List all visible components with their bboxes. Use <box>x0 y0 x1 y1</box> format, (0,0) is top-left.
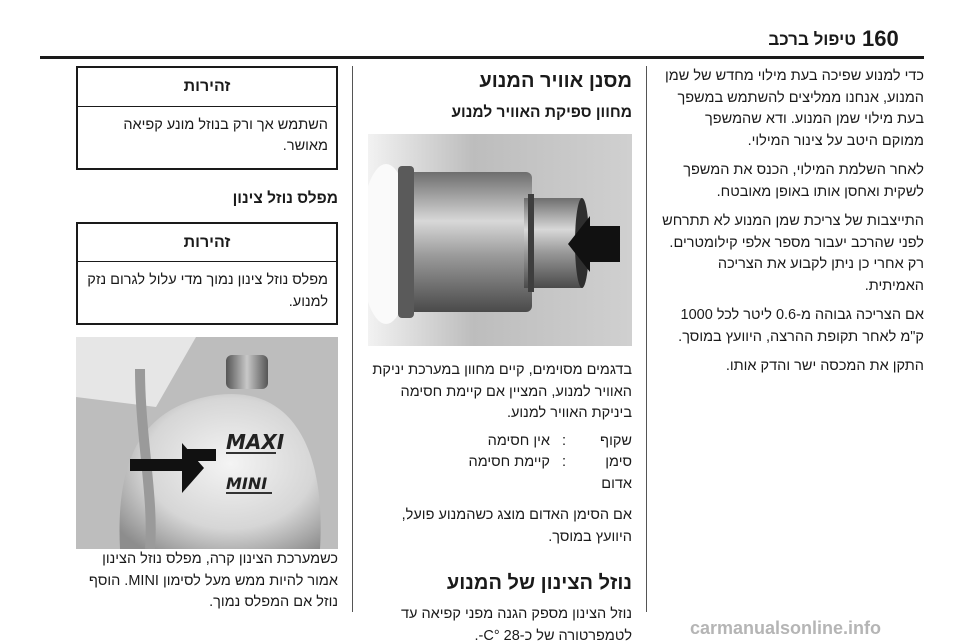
legend-row <box>368 431 632 453</box>
caution-text: מפלס נוזל צינון נמוך מדי עלול לגרום נזק למנוע. <box>87 272 328 310</box>
max-mark-label: MAXI <box>226 430 285 454</box>
column-middle <box>368 66 632 642</box>
watermark[interactable]: carmanualsonline.info <box>690 618 882 638</box>
air-flow-indicator-illustration <box>368 134 632 346</box>
column-divider <box>352 66 353 612</box>
caution-title: זהירות <box>78 224 336 263</box>
caution-text: השתמש אך ורק בנוזל מונע קפיאה מאושר. <box>123 116 328 154</box>
coolant-reservoir-illustration <box>76 337 338 549</box>
section-heading: נוזל הצינון של המנוע <box>446 572 632 594</box>
paragraph: אם הצריכה גבוהה מ-0.6 ליטר לכל 1000 ק"מ לאחר תקופת ההרצה, היוועץ במוסך. <box>678 307 924 345</box>
section-heading: מסנן אוויר המנוע <box>479 70 632 92</box>
legend-value: קיימת חסימה <box>468 454 550 470</box>
min-mark-label: MINI <box>226 474 268 493</box>
header-rule <box>40 56 924 59</box>
legend-separator: : <box>561 432 567 449</box>
column-divider <box>646 66 647 612</box>
page-number: 160 <box>862 26 899 51</box>
air-flow-indicator-photo <box>368 134 632 346</box>
figure-caption: כשמערכת הצינון קרה, מפלס נוזל הצינון אמור להיות ממש מעל לסימון MINI. הוסף נוזל אם המפלס נמוך. <box>88 551 338 610</box>
paragraph: לאחר השלמת המילוי, הכנס את המשפך לשקית ואחסן אותו באופן מאובטח. <box>683 162 924 200</box>
legend-key: שקוף <box>600 432 632 449</box>
subsection-heading: מחוון ספיקת האוויר למנוע <box>451 104 632 121</box>
legend-row <box>368 452 632 495</box>
indicator-legend <box>368 431 632 496</box>
legend-separator: : <box>561 454 567 470</box>
paragraph: התקן את המכסה ישר והדק אותו. <box>725 358 924 374</box>
paragraph: נוזל הצינון מספק הגנה מפני קפיאה עד לטמפרטורה של כ-C° 28-. <box>400 606 632 642</box>
column-left <box>76 66 338 614</box>
paragraph: כדי למנוע שפיכה בעת מילוי מחדש של שמן המנוע, אנחנו ממליצים להשתמש במשפך בעת מילוי שמן המנוע. ודא שהמשפך ממוקם היטב על צינור המילוי. <box>664 68 924 149</box>
legend-value: אין חסימה <box>487 432 550 449</box>
subsection-heading: מפלס נוזל צינון <box>232 189 338 207</box>
paragraph: בדגמים מסוימים, קיים מחוון במערכת יניקת האוויר למנוע, המציין אם קיימת חסימה ביניקת האוויר למנוע. <box>372 362 632 421</box>
caution-box <box>76 222 338 326</box>
coolant-reservoir-photo <box>76 337 338 549</box>
paragraph: אם הסימן האדום מוצג כשהמנוע פועל, היוועץ במוסך. <box>401 507 632 545</box>
column-right <box>660 66 924 378</box>
paragraph: התייצבות של צריכת שמן המנוע לא תתרחש לפני שהרכב יעבור מספר אלפי קילומטרים. רק אחרי כן ניתן לקבוע את הצריכה האמיתית. <box>662 213 924 294</box>
legend-key: סימן אדום <box>601 454 632 492</box>
caution-box <box>76 66 338 170</box>
caution-title: זהירות <box>78 68 336 107</box>
section-title: טיפול ברכב <box>768 30 856 49</box>
